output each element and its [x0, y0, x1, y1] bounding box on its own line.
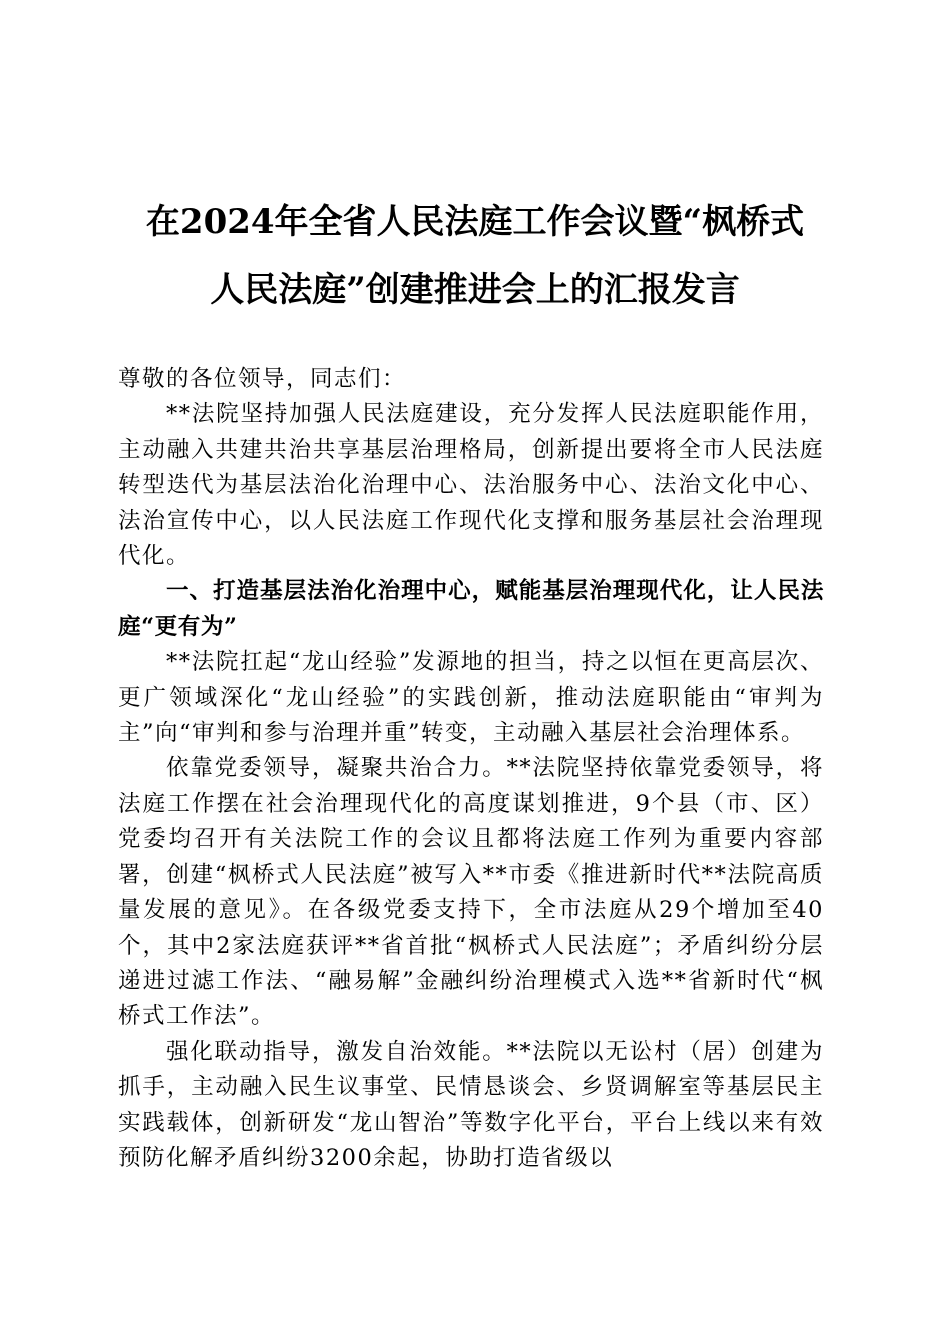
document-title-line-2: 人民法庭”创建推进会上的汇报发言	[210, 270, 740, 310]
section-heading-1: 一、打造基层法治化治理中心，赋能基层治理现代化，让人民法庭“更有为”	[118, 578, 824, 640]
salutation: 尊敬的各位领导，同志们：	[118, 366, 407, 392]
paragraph-intro: **法院坚持加强人民法庭建设，充分发挥人民法庭职能作用，主动融入共建共治共享基层治理格局，创新提出要将全市人民法庭转型迭代为基层法治化治理中心、法治服务中心、法治文化中心、法治宣传中心，以人民法庭工作现代化支撑和服务基层社会治理现代化。	[118, 401, 824, 570]
document-body	[118, 362, 824, 1176]
document-title-line-1: 在2024年全省人民法庭工作会议暨“枫桥式	[145, 202, 805, 242]
paragraph-section-1-intro: **法院扛起“龙山经验”发源地的担当，持之以恒在更高层次、更广领域深化“龙山经验”的实践创新，推动法庭职能由“审判为主”向“审判和参与治理并重”转变，主动融入基层社会治理体系。	[118, 649, 824, 747]
paragraph-linkage-guidance: 强化联动指导，激发自治效能。**法院以无讼村（居）创建为抓手，主动融入民生议事堂、民情恳谈会、乡贤调解室等基层民主实践载体，创新研发“龙山智治”等数字化平台，平台上线以来有效预防化解矛盾纠纷3200余起，协助打造省级以	[118, 1038, 824, 1171]
paragraph-party-leadership: 依靠党委领导，凝聚共治合力。**法院坚持依靠党委领导，将法庭工作摆在社会治理现代化的高度谋划推进，9个县（市、区）党委均召开有关法院工作的会议且都将法庭工作列为重要内容部署，创建“枫桥式人民法庭”被写入**市委《推进新时代**法院高质量发展的意见》。在各级党委支持下，全市法庭从29个增加至40个，其中2家法庭获评**省首批“枫桥式人民法庭”；矛盾纠纷分层递进过滤工作法、“融易解”金融纠纷治理模式入选**省新时代“枫桥式工作法”。	[118, 755, 824, 1030]
